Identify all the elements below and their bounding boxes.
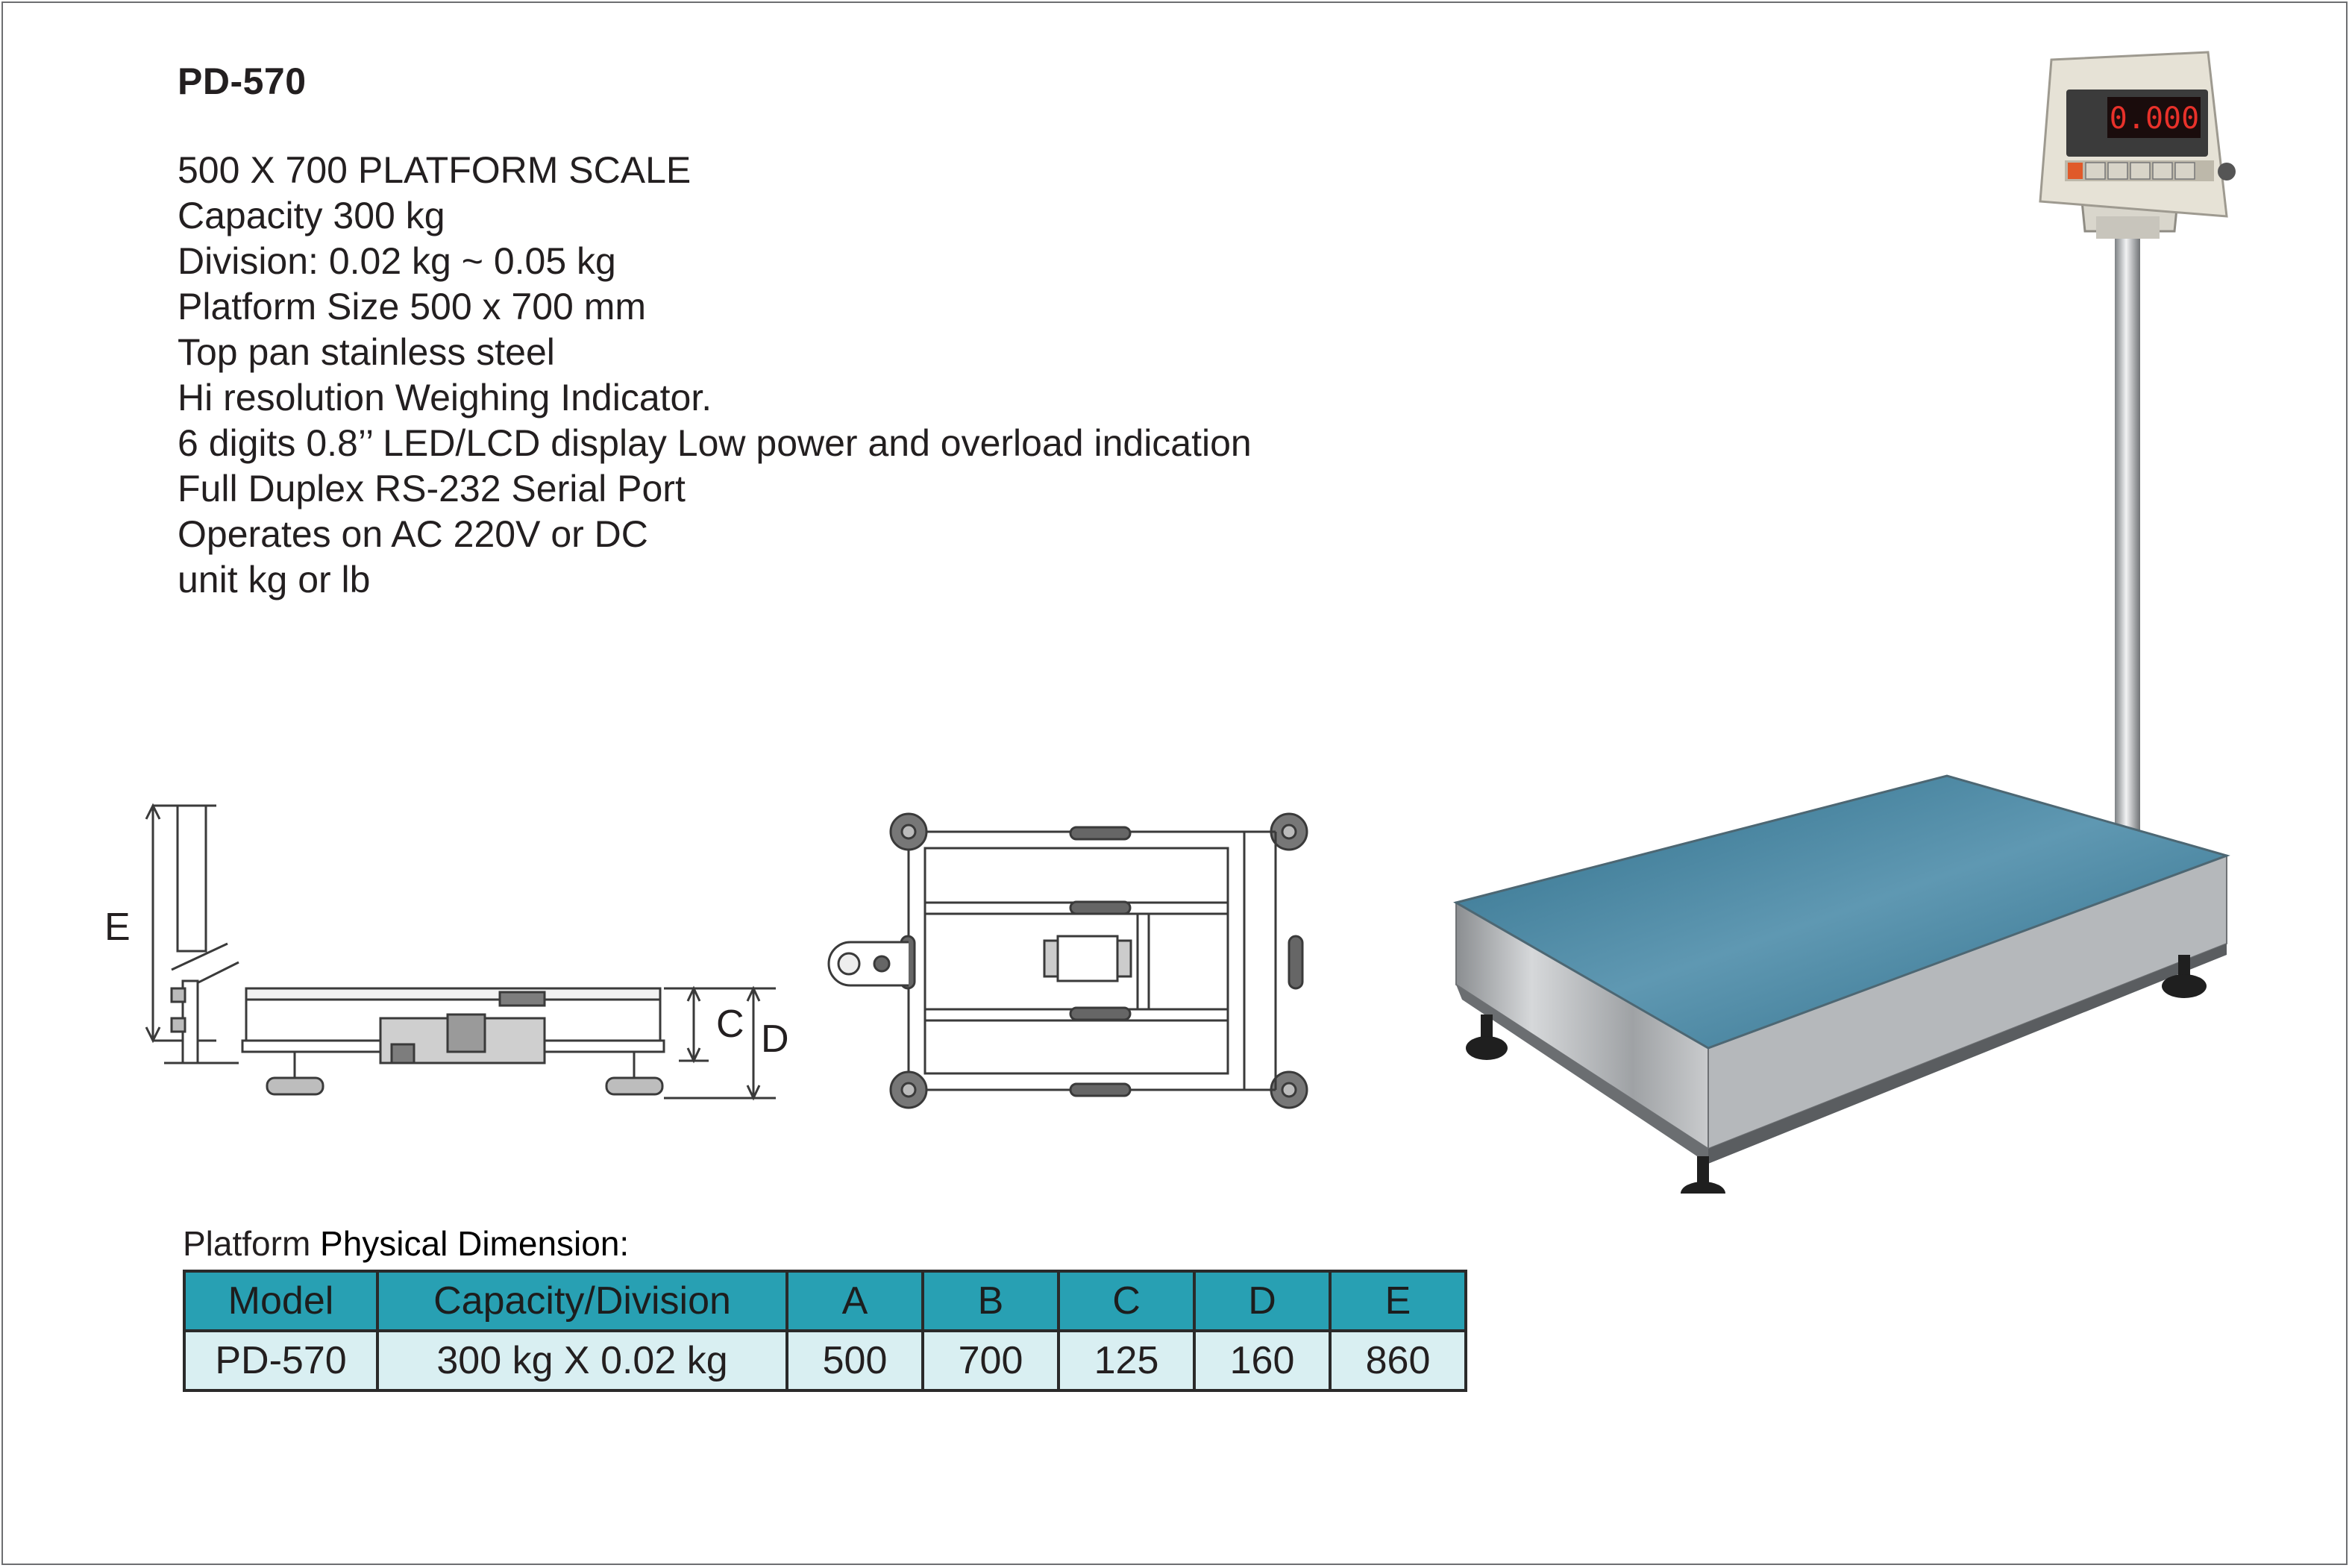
dimension-label-e: E — [104, 906, 131, 949]
column-header: C — [1059, 1271, 1194, 1331]
table-cell: 860 — [1330, 1331, 1466, 1390]
column-header: B — [923, 1271, 1059, 1331]
spec-item: Operates on AC 220V or DC — [178, 513, 648, 555]
spec-item: Capacity 300 kg — [178, 195, 445, 236]
table-header-row — [184, 1271, 1466, 1331]
dimension-caption-title: Physical Dimension: — [320, 1224, 630, 1263]
table-cell: 300 kg X 0.02 kg — [377, 1331, 787, 1390]
model-title: PD-570 — [178, 60, 307, 102]
side-view-drawing — [97, 791, 798, 1119]
table-cell: 700 — [923, 1331, 1059, 1390]
column-header: A — [787, 1271, 923, 1331]
dimension-label-d: D — [761, 1017, 789, 1061]
spec-item: unit kg or lb — [178, 559, 371, 600]
dimension-label-c: C — [716, 1003, 744, 1046]
spec-item: 500 X 700 PLATFORM SCALE — [178, 149, 692, 191]
column-header: Model — [184, 1271, 377, 1331]
spec-item: Division: 0.02 kg ~ 0.05 kg — [178, 240, 616, 282]
spec-item: 6 digits 0.8’’ LED/LCD display Low power and overload indication — [178, 422, 1252, 464]
spec-item: Platform Size 500 x 700 mm — [178, 286, 647, 327]
dimension-caption-prefix: Platform — [183, 1224, 311, 1263]
table-cell: 500 — [787, 1331, 923, 1390]
spec-item: Hi resolution Weighing Indicator. — [178, 377, 712, 418]
dimension-caption — [183, 1223, 629, 1264]
column-header: E — [1330, 1271, 1466, 1331]
table-row — [184, 1331, 1466, 1390]
top-view-drawing — [821, 809, 1328, 1123]
column-header: D — [1194, 1271, 1330, 1331]
table-cell: 160 — [1194, 1331, 1330, 1390]
spec-list — [178, 148, 1252, 603]
table-cell: 125 — [1059, 1331, 1194, 1390]
indicator-display: 0.000 — [2109, 101, 2200, 136]
spec-item: Full Duplex RS-232 Serial Port — [178, 468, 686, 509]
column-header: Capacity/Division — [377, 1271, 787, 1331]
dimension-table — [183, 1270, 1467, 1392]
table-cell: PD-570 — [184, 1331, 377, 1390]
spec-item: Top pan stainless steel — [178, 331, 555, 373]
weighing-indicator — [2040, 52, 2227, 216]
pole — [2115, 239, 2140, 880]
product-image — [1440, 45, 2245, 1194]
